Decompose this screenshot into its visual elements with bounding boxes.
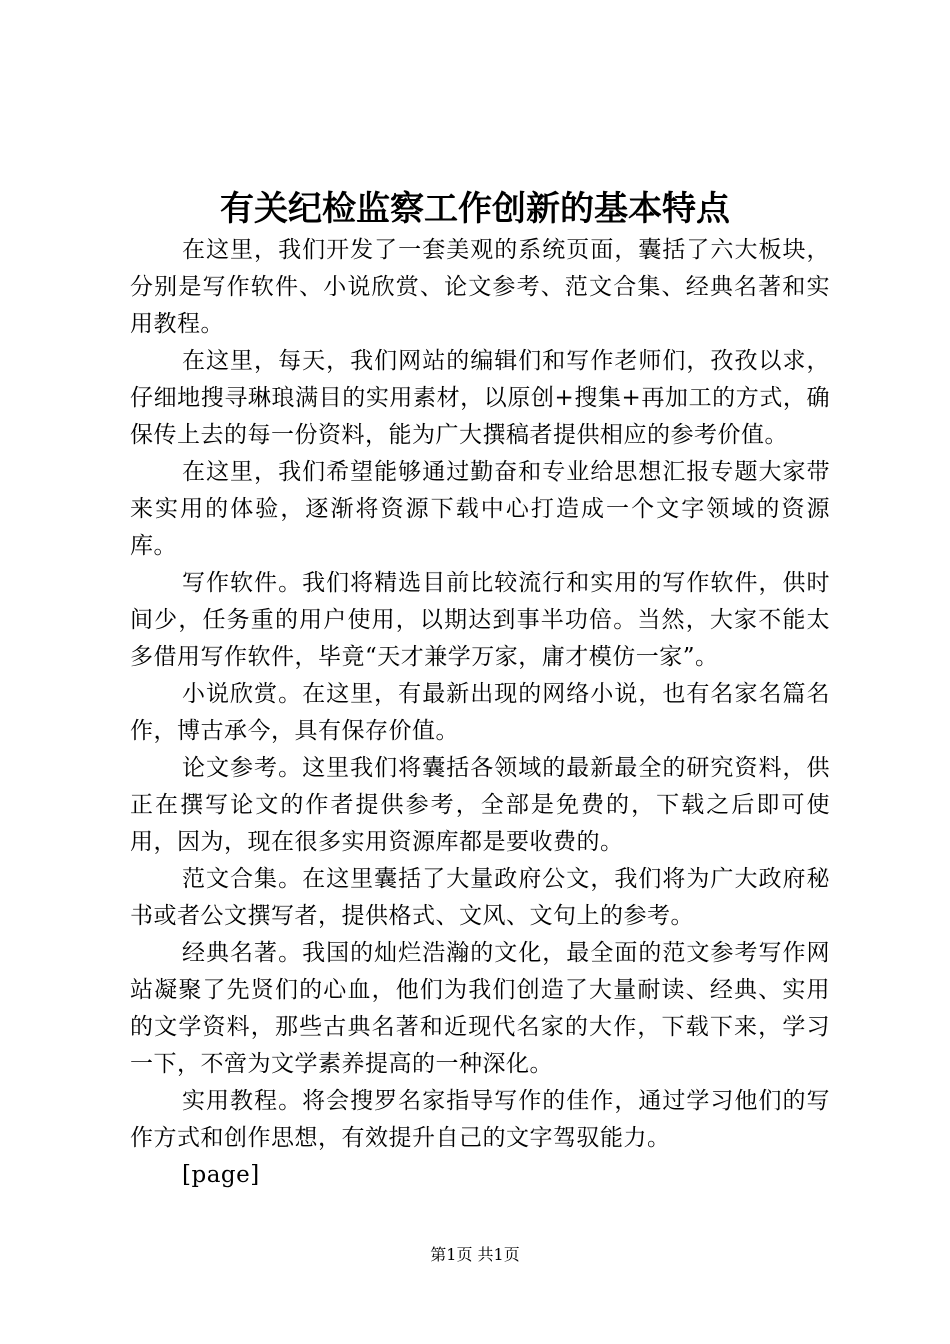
paragraph-papers: 论文参考。这里我们将囊括各领域的最新最全的研究资料，供正在撰写论文的作者提供参考，全部是免费的，下载之后即可使用，因为，现在很多实用资源库都是要收费的。: [130, 755, 830, 855]
document-body: [130, 232, 830, 1194]
paragraph-hope: 在这里，我们希望能够通过勤奋和专业给思想汇报专题大家带来实用的体验，逐渐将资源下载中心打造成一个文字领域的资源库。: [130, 459, 830, 559]
paragraph-tutorials: 实用教程。将会搜罗名家指导写作的佳作，通过学习他们的写作方式和创作思想，有效提升自己的文字驾驭能力。: [130, 1088, 830, 1151]
document-title: 有关纪检监察工作创新的基本特点: [220, 189, 730, 229]
page-footer: 第1页 共1页: [430, 1245, 520, 1264]
paragraph-samples: 范文合集。在这里囊括了大量政府公文，我们将为广大政府秘书或者公文撰写者，提供格式、文风、文句上的参考。: [130, 866, 830, 929]
paragraph-editors: 在这里，每天，我们网站的编辑们和写作老师们，孜孜以求，仔细地搜寻琳琅满目的实用素材，以原创+搜集+再加工的方式，确保传上去的每一份资料，能为广大撰稿者提供相应的参考价值。: [130, 348, 830, 448]
page-marker: [page]: [182, 1162, 260, 1188]
paragraph-intro: 在这里，我们开发了一套美观的系统页面，囊括了六大板块，分别是写作软件、小说欣赏、论文参考、范文合集、经典名著和实用教程。: [130, 237, 830, 337]
paragraph-novels: 小说欣赏。在这里，有最新出现的网络小说，也有名家名篇名作，博古承今，具有保存价值。: [130, 681, 830, 744]
paragraph-classics: 经典名著。我国的灿烂浩瀚的文化，最全面的范文参考写作网站凝聚了先贤们的心血，他们为我们创造了大量耐读、经典、实用的文学资料，那些古典名著和近现代名家的大作，下载下来，学习一下，不啻为文学素养提高的一种深化。: [130, 940, 830, 1077]
paragraph-writing-software: 写作软件。我们将精选目前比较流行和实用的写作软件，供时间少，任务重的用户使用，以期达到事半功倍。当然，大家不能太多借用写作软件，毕竟“天才兼学万家，庸才模仿一家”。: [130, 570, 830, 670]
